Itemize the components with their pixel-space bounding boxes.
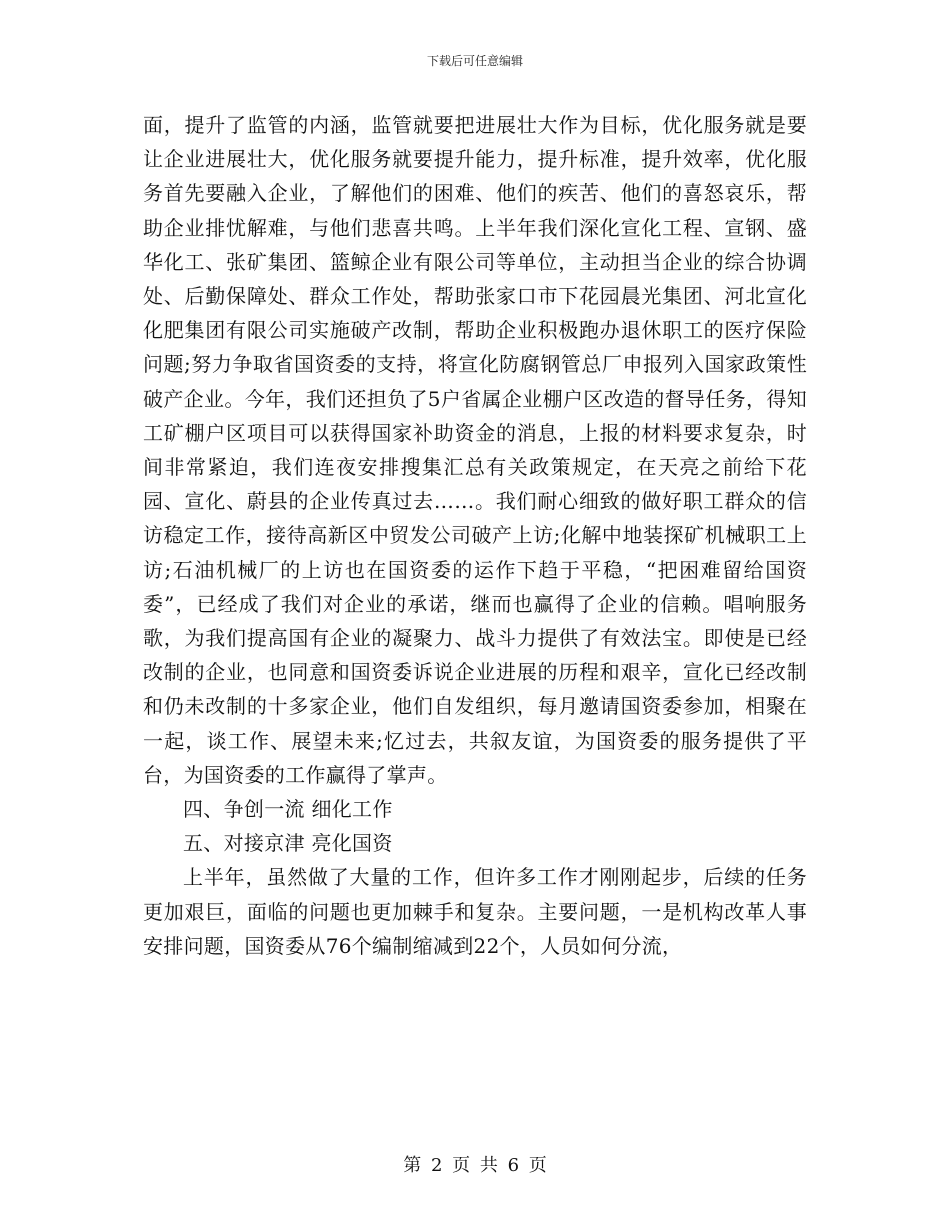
page-footer: 第 2 页 共 6 页 [403, 1155, 547, 1176]
paragraph-body-1: 面，提升了监管的内涵，监管就要把进展壮大作为目标，优化服务就是要让企业进展壮大，优化服务就要提升能力，提升标准，提升效率，优化服务首先要融入企业，了解他们的困难、他们的疾苦、他们的喜怒哀乐，帮助企业排忧解难，与他们悲喜共鸣。上半年我们深化宣化工程、宣钢、盛华化工、张矿集团、篮鲸企业有限公司等单位，主动担当企业的综合协调处、后勤保障处、群众工作处，帮助张家口市下花园晨光集团、河北宣化化肥集团有限公司实施破产改制，帮助企业积极跑办退休职工的医疗保险问题;努力争取省国资委的支持，将宣化防腐钢管总厂申报列入国家政策性破产企业。今年，我们还担负了5户省属企业棚户区改造的督导任务，得知工矿棚户区项目可以获得国家补助资金的消息，上报的材料要求复杂，时间非常紧迫，我们连夜安排搜集汇总有关政策规定，在天亮之前给下花园、宣化、蔚县的企业传真过去……。我们耐心细致的做好职工群众的信访稳定工作，接待高新区中贸发公司破产上访;化解中地装探矿机械职工上访;石油机械厂的上访也在国资委的运作下趋于平稳，“把困难留给国资委”，已经成了我们对企业的承诺，继而也赢得了企业的信赖。唱响服务歌，为我们提高国有企业的凝聚力、战斗力提供了有效法宝。即使是已经改制的企业，也同意和国资委诉说企业进展的历程和艰辛，宣化已经改制和仍未改制的十多家企业，他们自发组织，每月邀请国资委参加，相聚在一起，谈工作、展望未来;忆过去，共叙友谊，为国资委的服务提供了平台，为国资委的工作赢得了掌声。 [143, 113, 807, 787]
document-body [143, 108, 807, 963]
page-header: 下载后可任意编辑 [426, 54, 523, 68]
section-heading-5: 五、对接京津 亮化国资 [183, 831, 393, 856]
paragraph-body-2: 上半年，虽然做了大量的工作，但许多工作才刚刚起步，后续的任务更加艰巨，面临的问题也更加棘手和复杂。主要问题，一是机构改革人事安排问题，国资委从76个编制缩减到22个，人员如何分流， [143, 865, 807, 958]
section-heading-4: 四、争创一流 细化工作 [183, 797, 393, 822]
